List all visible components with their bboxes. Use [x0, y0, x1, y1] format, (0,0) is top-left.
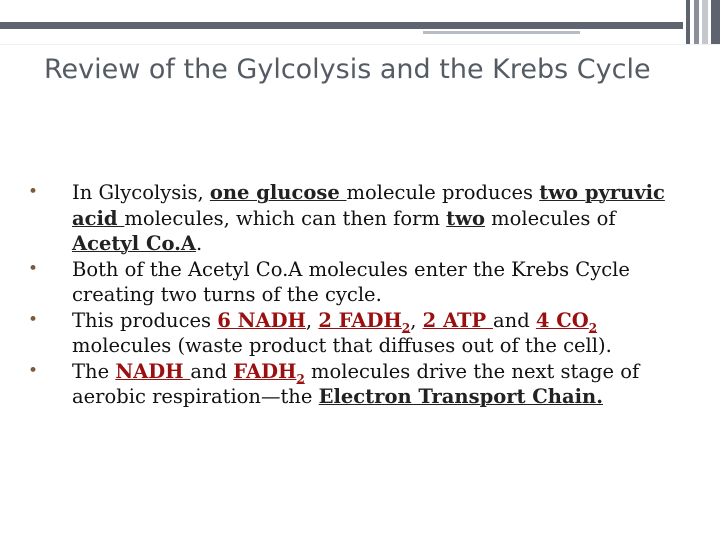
subscript: 2: [401, 320, 411, 335]
bullet-text: and: [493, 308, 536, 332]
bullet-text: molecule produces: [346, 181, 540, 204]
bullet-text: The: [72, 359, 116, 383]
key-term: two: [446, 206, 485, 230]
bullet-text: Both of the Acetyl Co.A molecules enter the Krebs Cycle creating two turns of the cycle.: [72, 257, 630, 306]
bullet-text: In Glycolysis,: [72, 181, 210, 204]
bullet-item: [28, 257, 688, 308]
key-term: two pyruvic acid: [72, 181, 665, 230]
corner-stripe: [711, 0, 720, 44]
header-bar: [0, 22, 683, 29]
key-term-red: 2 ATP: [422, 308, 494, 332]
bullet-text: and: [190, 359, 234, 383]
corner-stripe: [702, 0, 708, 44]
corner-stripe: [694, 0, 699, 44]
bullet-text: ,: [305, 308, 319, 332]
bullet-list: [28, 180, 688, 410]
key-term-red: NADH: [115, 359, 191, 383]
corner-stripe: [686, 0, 690, 44]
bullet-text: molecules, which can then form: [124, 206, 447, 230]
key-term-red: 2 FADH: [318, 308, 402, 332]
key-term: Electron Transport Chain.: [318, 385, 603, 408]
key-term: one glucose: [209, 181, 347, 204]
subscript: 2: [296, 371, 305, 386]
bullet-item: [28, 308, 688, 359]
bullet-text: This produces: [72, 308, 218, 332]
key-term-red: FADH: [233, 359, 297, 383]
header-accent-bar: [423, 31, 580, 34]
key-term-red: 6 NADH: [217, 308, 306, 332]
bullet-item: [28, 359, 688, 410]
bullet-text: ,: [410, 308, 423, 332]
key-term: Acetyl Co.A: [72, 232, 197, 255]
bullet-text: molecules (waste product that diffuses out of the cell).: [72, 334, 612, 357]
bullet-item: [28, 180, 688, 257]
key-term-red: 4 CO: [535, 308, 589, 332]
bullet-text: molecules drive the next stage of aerobic respiration—the: [72, 359, 640, 408]
header-divider: [0, 44, 720, 45]
bullet-text: molecules of: [484, 206, 616, 230]
slide-title: Review of the Gylcolysis and the Krebs Cycle: [44, 54, 651, 85]
bullet-text: .: [196, 232, 203, 255]
subscript: 2: [588, 320, 598, 335]
